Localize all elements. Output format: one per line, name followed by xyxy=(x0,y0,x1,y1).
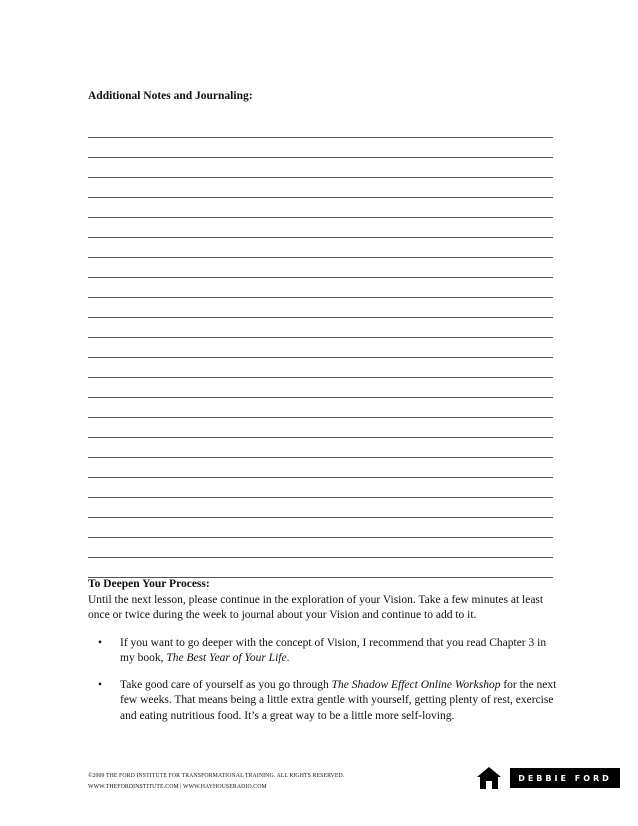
tip-item-book xyxy=(98,636,558,667)
journal-line xyxy=(88,498,553,518)
tip-text-end: for the next few weeks. That means being a little extra gentle with yourself, getting plenty of rest, exercise and eating nutritious food. It’s a great way to be a little more self-loving. xyxy=(120,678,557,722)
journal-line xyxy=(88,358,553,378)
journal-line xyxy=(88,238,553,258)
tips-list xyxy=(88,636,558,725)
journal-line xyxy=(88,518,553,538)
journal-line xyxy=(88,198,553,218)
house-icon xyxy=(476,766,502,790)
footer-links: WWW.THEFORDINSTITUTE.COM | WWW.HAYHOUSERADIO.COM xyxy=(88,784,267,790)
journal-line xyxy=(88,418,553,438)
tip-item-selfcare xyxy=(98,678,558,725)
book-title: The Best Year of Your Life xyxy=(166,652,287,664)
tip-text: If you want to go deeper with the concept of Vision, I recommend that you read Chapter 3 in my book, xyxy=(120,636,547,664)
journal-line xyxy=(88,538,553,558)
journal-line xyxy=(88,478,553,498)
journal-line xyxy=(88,338,553,358)
journal-line xyxy=(88,318,553,338)
journal-line xyxy=(88,178,553,198)
journal-line xyxy=(88,378,553,398)
journal-line xyxy=(88,218,553,238)
journal-line xyxy=(88,298,553,318)
footer xyxy=(88,771,344,793)
journal-line xyxy=(88,558,553,578)
journal-line xyxy=(88,158,553,178)
journal-line xyxy=(88,118,553,138)
journal-line xyxy=(88,458,553,478)
tip-text-end: . xyxy=(286,652,290,664)
journal-line xyxy=(88,278,553,298)
tip-text: Take good care of yourself as you go through xyxy=(120,678,332,691)
journal-line xyxy=(88,438,553,458)
journal-line xyxy=(88,138,553,158)
brand-name: DEBBIE FORD xyxy=(510,768,620,788)
journal-line xyxy=(88,398,553,418)
deepen-intro: Until the next lesson, please continue in the exploration of your Vision. Take a few minutes at least once or twice during the week to journal about your Vision and continue to add to it. xyxy=(88,593,544,621)
deepen-title: To Deepen Your Process: xyxy=(88,578,210,590)
notes-heading: Additional Notes and Journaling: xyxy=(88,90,253,102)
workshop-title: The Shadow Effect Online Workshop xyxy=(331,678,501,691)
journal-line xyxy=(88,258,553,278)
debbie-ford-logo xyxy=(476,766,620,790)
deepen-section xyxy=(88,577,558,735)
journal-lines xyxy=(88,118,553,578)
copyright: ©2009 THE FORD INSTITUTE FOR TRANSFORMATIONAL TRAINING. ALL RIGHTS RESERVED. xyxy=(88,773,345,779)
